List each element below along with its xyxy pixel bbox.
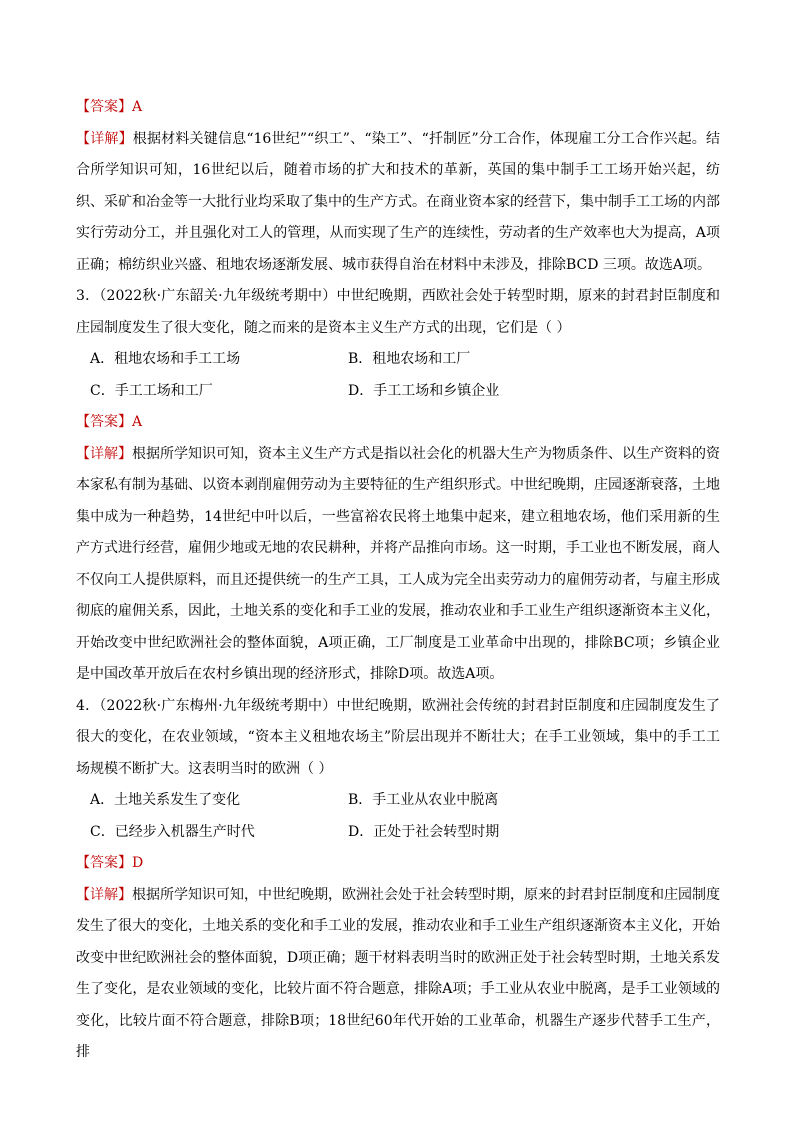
answer-line (76, 848, 720, 880)
option-d: D．手工工场和乡镇企业 (348, 382, 500, 399)
detail-text: 根据所学知识可知，中世纪晚期，欧洲社会处于社会转型时期，原来的封君封臣制度和庄园制度发生了很大的变化，土地关系的变化和手工业的发展，推动农业和手工业生产组织逐渐资本主义化，开始改变中世纪欧洲社会的整体面貌，D项正确；题干材料表明当时的欧洲正处于社会转型时期，土地关系发生了变化，是农业领域的变化，比较片面不符合题意，排除A项；手工业从农业中脱离，是手工业领域的变化，比较片面不符合题意，排除B项；18世纪60年代开始的工业革命，机器生产逐步代替手工生产，排 (76, 886, 720, 1060)
option-a: A．租地农场和手工工场 (90, 351, 241, 367)
answer-label: 【答案】 (76, 855, 132, 871)
detail-text: 根据材料关键信息“16世纪”“织工”、“染工”、“扦制匠”分工合作，体现雇工分工合作兴起。结合所学知识可知，16世纪以后，随着市场的扩大和技术的革新，英国的集中制手工工场开始兴起，纺织、采矿和冶金等一大批行业均采取了集中的生产方式。在商业资本家的经营下，集中制手工工场的内部实行劳动分工，并且强化对工人的管理，从而实现了生产的连续性，劳动者的生产效率也大为提高，A项正确；棉纺织业兴盛、租地农场逐渐发展、城市获得自治在材料中未涉及，排除BCD 三项。故选A项。 (76, 130, 720, 273)
option-c: C．已经步入机器生产时代 (90, 823, 255, 840)
detail-label: 【详解】 (76, 130, 133, 147)
option-b: B．租地农场和工厂 (348, 351, 471, 367)
option-b: B．手工业从农业中脱离 (348, 792, 499, 808)
answer-label: 【答案】 (76, 414, 132, 430)
detail-paragraph (76, 439, 720, 691)
answer-value: D (132, 855, 144, 871)
question-stem: 4．（2022秋·广东梅州·九年级统考期中）中世纪晚期，欧洲社会传统的封君封臣制度和庄园制度发生了很大的变化，在农业领域，“资本主义租地农场主”阶层出现并不断壮大；在手工业领域，集中的手工工场规模不断扩大。这表明当时的欧洲（ ） (76, 697, 720, 777)
option-a: A．土地关系发生了变化 (90, 792, 241, 808)
option-list (76, 785, 720, 848)
option-list (76, 344, 720, 407)
detail-text: 根据所学知识可知，资本主义生产方式是指以社会化的机器大生产为物质条件、以生产资料的资本家私有制为基础、以资本剥削雇佣劳动为主要特征的生产组织形式。中世纪晚期，庄园逐渐衰落，土地集中成为一种趋势，14世纪中叶以后，一些富裕农民将土地集中起来，建立租地农场，他们采用新的生产方式进行经营，雇佣少地或无地的农民耕种，并将产品推向市场。这一时期，手工业也不断发展，商人不仅向工人提供原料，而且还提供统一的生产工具，工人成为完全出卖劳动力的雇佣劳动者，与雇主形成彻底的雇佣关系，因此，土地关系的变化和手工业的发展，推动农业和手工业生产组织逐渐资本主义化，开始改变中世纪欧洲社会的整体面貌，A项正确，工厂制度是工业革命中出现的，排除BC项；乡镇企业是中国改革开放后在农村乡镇出现的经济形式，排除D项。故选A项。 (76, 445, 720, 682)
answer-label: 【答案】 (76, 99, 132, 115)
option-c: C．手工工场和工厂 (90, 382, 213, 399)
answer-value: A (132, 414, 143, 430)
detail-label: 【详解】 (76, 445, 132, 462)
answer-line (76, 407, 720, 439)
document-content (76, 92, 720, 1069)
detail-label: 【详解】 (76, 886, 132, 903)
question-stem: 3．（2022秋·广东韶关·九年级统考期中）中世纪晚期，西欧社会处于转型时期，原来的封君封臣制度和庄园制度发生了很大变化，随之而来的是资本主义生产方式的出现，它们是（ ） (76, 288, 720, 336)
option-d: D．正处于社会转型时期 (348, 823, 500, 840)
detail-paragraph (76, 124, 720, 282)
answer-value: A (132, 99, 143, 115)
answer-line (76, 92, 720, 124)
detail-paragraph (76, 880, 720, 1069)
